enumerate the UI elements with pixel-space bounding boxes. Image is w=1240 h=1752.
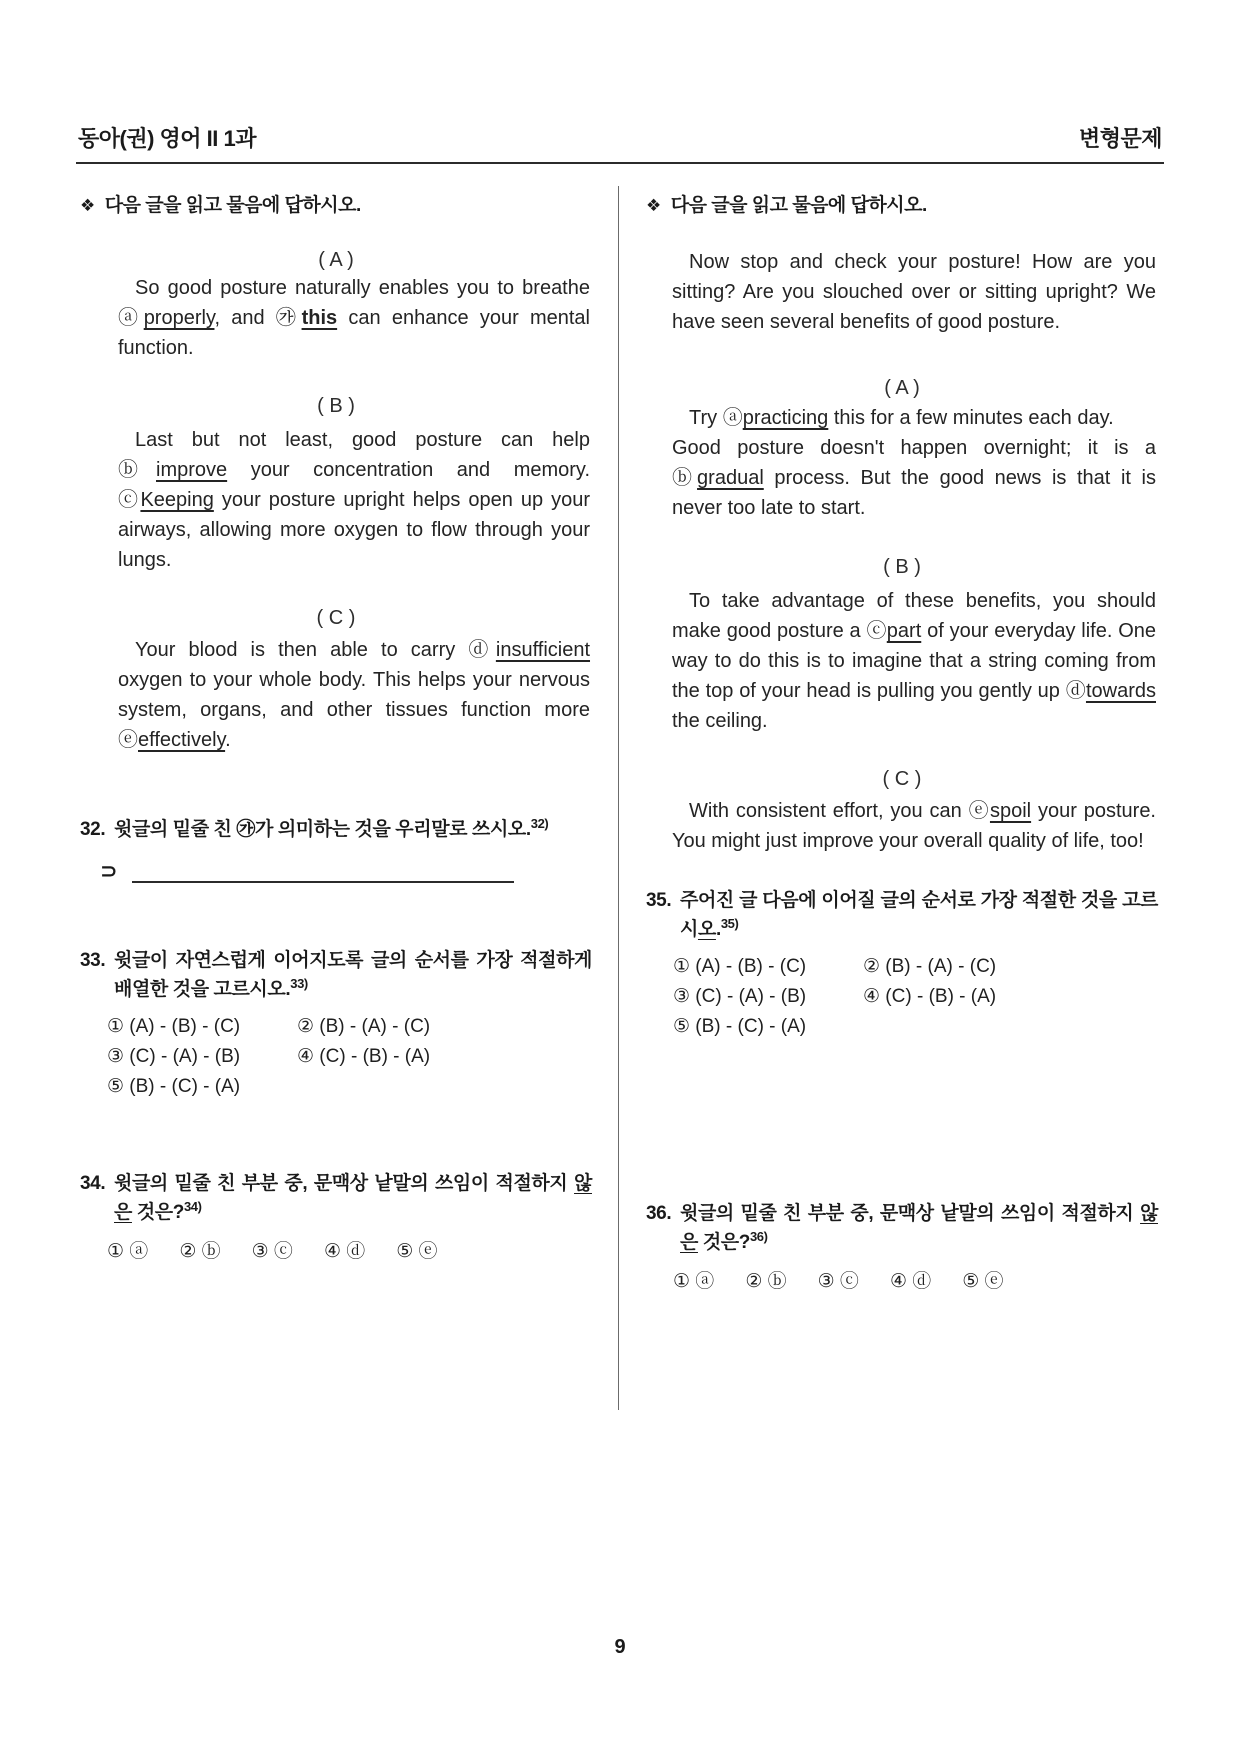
question-text: 윗글의 밑줄 친 ㉮가 의미하는 것을 우리말로 쓰시오.$^{32)}$ bbox=[114, 816, 549, 840]
option-3: ③ (C) - (A) - (B) bbox=[673, 986, 807, 1007]
option-4: ④ ⓓ bbox=[889, 1271, 932, 1292]
answer-blank bbox=[132, 861, 514, 883]
question-36 bbox=[646, 1199, 1158, 1257]
section-heading-b: ( B ) bbox=[317, 395, 355, 417]
options-33 bbox=[80, 1017, 592, 1097]
paragraph-text: So good posture naturally enables you to breathe ⓐproperly, and ㉮this can enhance your mental function. bbox=[118, 277, 590, 359]
paragraph-text: Good posture doesn't happen overnight; it is a ⓑgradual process. But the good news is that it is never too late to start. bbox=[672, 437, 1156, 519]
document-title: 동아(권) 영어 II 1과 bbox=[78, 126, 256, 151]
question-33 bbox=[80, 946, 592, 1004]
question-text: 윗글의 밑줄 친 부분 중, 문맥상 낱말의 쓰임이 적절하지 않은 것은?$^{36)}$ bbox=[680, 1203, 1158, 1253]
left-directive bbox=[80, 190, 592, 217]
paragraph-text: Try ⓐpracticing this for a few minutes each day. bbox=[689, 407, 1114, 429]
passage-paragraph-c bbox=[646, 796, 1158, 856]
question-number: 32. bbox=[80, 819, 106, 840]
header-rule bbox=[76, 162, 1164, 164]
directive-text: 다음 글을 읽고 물음에 답하시오. bbox=[104, 195, 361, 216]
option-1: ① ⓐ bbox=[107, 1241, 149, 1262]
header-right-label: 변형문제 bbox=[1078, 126, 1162, 151]
paragraph-text: Now stop and check your posture! How are you sitting? Are you slouched over or sitting upright? We have seen several benefits of good posture. bbox=[672, 251, 1156, 333]
option-3: ③ (C) - (A) - (B) bbox=[107, 1046, 241, 1067]
passage-paragraph-c bbox=[80, 635, 592, 755]
paragraph-text: With consistent effort, you can ⓔspoil your posture. You might just improve your overall quality of life, too! bbox=[672, 800, 1156, 852]
option-5: ⑤ (B) - (C) - (A) bbox=[107, 1076, 241, 1097]
passage-paragraph-a bbox=[646, 403, 1158, 523]
option-3: ③ ⓒ bbox=[817, 1271, 859, 1292]
directive-text: 다음 글을 읽고 물음에 답하시오. bbox=[670, 195, 927, 216]
option-4: ④ (C) - (B) - (A) bbox=[863, 986, 997, 1007]
page-header bbox=[78, 122, 1162, 153]
passage-intro bbox=[646, 247, 1158, 337]
passage-paragraph-a bbox=[80, 273, 592, 363]
question-35 bbox=[646, 886, 1158, 944]
question-text: 주어진 글 다음에 이어질 글의 순서로 가장 적절한 것을 고르시오.$^{35)}$ bbox=[680, 890, 1158, 940]
option-2: ② ⓑ bbox=[179, 1241, 221, 1262]
passage-paragraph-b bbox=[646, 586, 1158, 736]
option-3: ③ ⓒ bbox=[251, 1241, 293, 1262]
question-text: 윗글의 밑줄 친 부분 중, 문맥상 낱말의 쓰임이 적절하지 않은 것은?$^{34)}$ bbox=[114, 1173, 592, 1223]
passage-paragraph-b bbox=[80, 425, 592, 575]
paragraph-text: To take advantage of these benefits, you should make good posture a ⓒpart of your everyday life. One way to do this is to imagine that a string coming from the top of your head is pulling you gently up ⓓtowards the ceiling. bbox=[672, 590, 1157, 732]
option-2: ② (B) - (A) - (C) bbox=[863, 956, 997, 977]
right-column bbox=[646, 180, 1158, 1293]
option-5: ⑤ ⓔ bbox=[962, 1271, 1004, 1292]
section-heading-a: ( A ) bbox=[318, 249, 354, 271]
paragraph-text: Last but not least, good posture can help ⓑimprove your concentration and memory. ⓒKeeping your posture upright helps open up your airways, allowing more oxygen to flow through your lungs. bbox=[118, 429, 590, 571]
option-2: ② (B) - (A) - (C) bbox=[297, 1016, 431, 1037]
option-1: ① ⓐ bbox=[673, 1271, 715, 1292]
option-5: ⑤ ⓔ bbox=[396, 1241, 438, 1262]
options-35 bbox=[646, 957, 1158, 1037]
column-divider bbox=[618, 186, 619, 1410]
diamond-icon: ❖ bbox=[646, 196, 661, 215]
option-1: ① (A) - (B) - (C) bbox=[107, 1016, 241, 1037]
question-number: 36. bbox=[646, 1203, 672, 1224]
option-4: ④ (C) - (B) - (A) bbox=[297, 1046, 431, 1067]
options-36 bbox=[646, 1271, 1158, 1293]
question-34 bbox=[80, 1169, 592, 1227]
question-number: 35. bbox=[646, 890, 672, 911]
options-34 bbox=[80, 1241, 592, 1263]
section-heading-c: ( C ) bbox=[316, 607, 356, 629]
option-1: ① (A) - (B) - (C) bbox=[673, 956, 807, 977]
section-heading-a: ( A ) bbox=[884, 377, 920, 399]
left-column bbox=[80, 180, 592, 1263]
section-heading-c: ( C ) bbox=[882, 768, 922, 790]
right-directive bbox=[646, 190, 1158, 217]
option-2: ② ⓑ bbox=[745, 1271, 787, 1292]
answer-marker-icon: ⊃ bbox=[100, 860, 118, 883]
option-5: ⑤ (B) - (C) - (A) bbox=[673, 1016, 807, 1037]
section-heading-b: ( B ) bbox=[883, 556, 921, 578]
page-number: 9 bbox=[614, 1636, 626, 1658]
diamond-icon: ❖ bbox=[80, 196, 95, 215]
question-32 bbox=[80, 815, 592, 844]
option-4: ④ ⓓ bbox=[323, 1241, 366, 1262]
paragraph-text: Your blood is then able to carry ⓓinsufficient oxygen to your whole body. This helps your nervous system, organs, and other tissues function more ⓔeffectively. bbox=[118, 639, 591, 751]
question-number: 34. bbox=[80, 1173, 106, 1194]
question-text: 윗글이 자연스럽게 이어지도록 글의 순서를 가장 적절하게 배열한 것을 고르시오.$^{33)}$ bbox=[114, 950, 592, 1000]
answer-line-32 bbox=[100, 856, 592, 883]
question-number: 33. bbox=[80, 950, 106, 971]
